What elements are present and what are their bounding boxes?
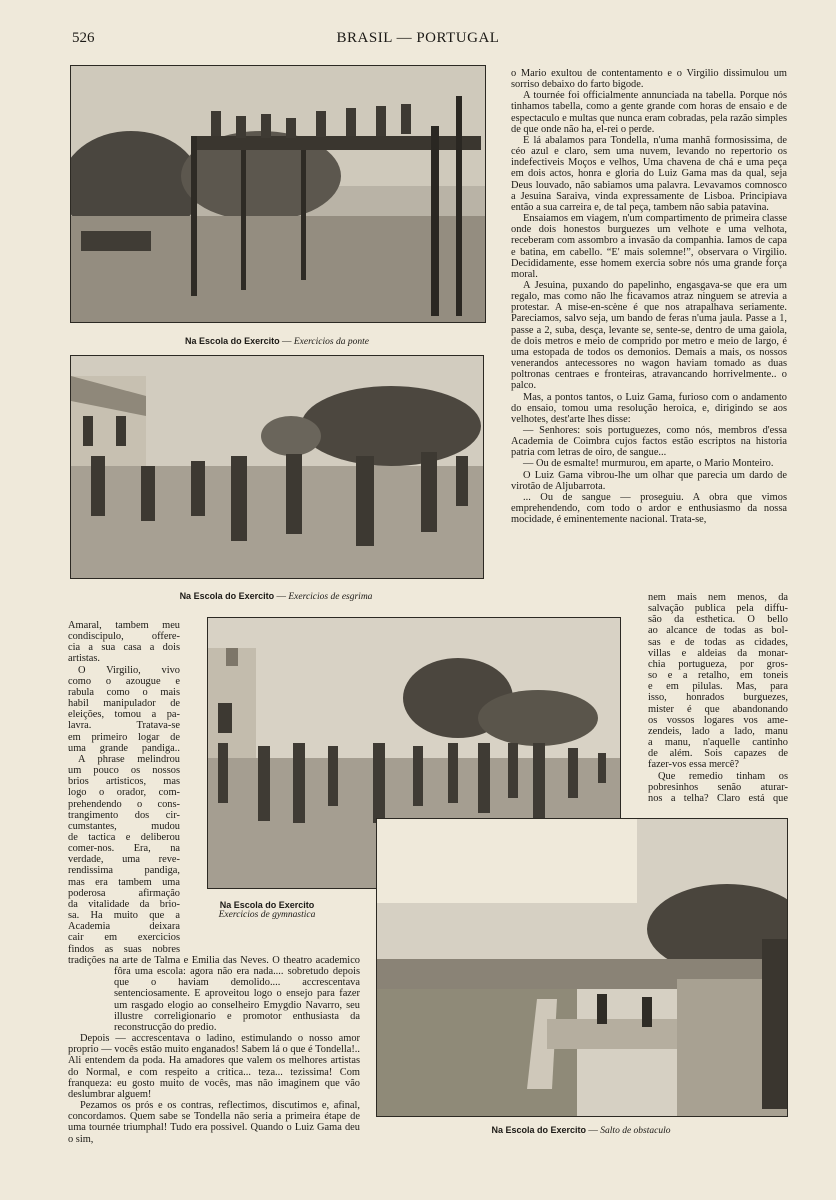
article-left-bottom	[68, 955, 360, 1145]
photo-obstacle-jump	[376, 818, 788, 1117]
paragraph: A tournée foi officialmente annunciada na tabella. Porque nós tinhamos tabella, como a gente grande com horas de ensaio e de espectaculo e multas que nunca eram cobradas, pela razão simples de que onde não ha, el-rei o perde.	[511, 90, 787, 135]
page-number: 526	[72, 30, 95, 46]
paragraph: — Senhores: sois portuguezes, como nós, membros d'essa Academia de Coimbra cujos factos estão escriptos na historia patria com letras de oiro, de sangue...	[511, 425, 787, 459]
photo-bridge-exercises	[70, 65, 486, 323]
paragraph: o Mario exultou de contentamento e o Virgilio dissimulou um sorriso debaixo do farto bigode.	[511, 68, 787, 91]
caption-fencing-exercises: Na Escola do Exercito — Exercicios de esgrima	[179, 591, 373, 602]
paragraph: A Jesuina, puxando do papelinho, engasgava-se que era um regalo, mas como não lhe ficavamos atraz ninguem se atrevia a protestar. A mise-en-scène é que nos atrapalhava seriamente. Pareciamos, salvo seja, um bando de feras n'uma jaula. Passe a 1, passe a 2, suba, desça, levante se, sente-se, dentro de uma gaiola, de dois metros e meio de comprido por metro e meio de largo, é uma estopada de todos os demonios. Demais a mais, os nossos venerandos antecessores no wagon haviam tomado as duas poltronas centraes e fronteiras, atravancando horrivelmente.. o palco.	[511, 279, 787, 392]
caption-obstacle-jump: Na Escola do Exercito — Salto de obstaculo	[491, 1125, 671, 1136]
article-right-column	[511, 68, 787, 525]
paragraph: tradições na arte de Talma e Emilia das Neves. O theatro academico fôra uma escola: agora não era nada.... sobretudo depois que o haviam demolido.... accrescentava sentenciosamente. E aproveitou logo o ensejo para fazer um rasgado elogio ao conselheiro Emygdio Navarro, seu illustre correligionario e promotor enthusiasta da reconstrucção do predio.	[68, 955, 360, 1033]
photo-fencing-exercises	[70, 355, 484, 579]
article-right-narrow: nem mais nem menos, da salvação publica pela diffu- são da esthetica. O bello ao alcance de todas as bol- sas e de todas as cidades, villas e aldeias da monar- chia portugueza, por gros- so e a retalho, em toneis e em pilulas. Mas, para isso, honrados burguezes, mister é que abandonando os vossos logares vos ame- zendeis, lado a lado, manu a manu, n'aquelle cantinho de além. Sois capazes de fazer-vos essa mercê? Que remedio tinham os pobresinhos senão aturar- nos a telha? Claro está que	[648, 592, 788, 804]
paragraph: O Luiz Gama vibrou-lhe um olhar que parecia um dardo de virotão de Aljubarrota.	[511, 469, 787, 492]
paragraph: Ensaiamos em viagem, n'um compartimento de primeira classe onde dois honestos burguezes um velhote e uma velhota, receberam com assombro a invasão da companhia. Iamos de capa e batina, em cabello. “E' mais solemne!”, observara o Virgilio. Decididamente, esse homem exercia sobre nós uma grande força moral.	[511, 213, 787, 280]
paragraph: Pezamos os prós e os contras, reflectimos, discutimos e, afinal, concordamos. Quem sabe se Tondella não seria a primeira étape de uma tournée triumphal! Tudo era possivel. Quando o Luiz Gama deu o sim,	[68, 1100, 360, 1145]
caption-bridge-exercises: Na Escola do Exercito — Exercicios da ponte	[185, 336, 369, 347]
caption-gymnastics-exercises: Na Escola do Exercito Exercicios de gymnastica	[218, 900, 316, 920]
paragraph: — Ou de esmalte! murmurou, em aparte, o Mario Monteiro.	[523, 458, 774, 470]
paragraph: Depois — accrescentava o ladino, estimulando o nosso amor proprio — vocês estão muito enganados! Sabem lá o que é Tondella!.. Ali entendem da poda. Ha amadores que valem os melhores artistas do Normal, e com respeito a critica... teza... tezissima! Com franqueza: eu gosto muito de vocês, mas não imaginem que vão deslumbrar alguem!	[68, 1033, 360, 1100]
paragraph: E lá abalamos para Tondella, n'uma manhã formosissima, de céo azul e claro, sem uma nuvem, levando no repertorio os indefectiveis Moços e velhos, Uma chavena de chá e uma peça em dois actos, honra e gloria do Luiz Gama mas da qual, seja Deus louvado, não sabiamos uma palavra. Levavamos comnosco a Jesuina Saraiva, vinda expressamente de Lisboa. Principiava então a sua carreira e, de tal peça, tambem não sabia patavina.	[511, 134, 787, 213]
paragraph: Mas, a pontos tantos, o Luiz Gama, furioso com o andamento do ensaio, tomou uma resolução heroica, e, dirigindo se aos velhotes, dest'arte lhes disse:	[511, 391, 787, 425]
article-left-narrow: Amaral, tambem meu condiscipulo, offere- cia a sua casa a dois artistas. O Virgilio, vivo como o azougue e rabula como o mais habil manipulador de eleições, tomou a pa- lavra. Tratava-se em primeiro logar de uma grande pandiga.. A phrase melindrou um pouco os nossos brios artisticos, mas logo o orador, com- prehendendo o cons- trangimento dos cir- cumstantes, mudou de tactica e deliberou comer-nos. Era, na verdade, uma reve- rendissima pandiga, mas era tambem uma poderosa afirmação da vitalidade da brio- sa. Ha muito que a Academia deixara cair em exercicios findos as suas nobres	[68, 620, 180, 955]
running-title: BRASIL — PORTUGAL	[336, 30, 500, 46]
paragraph: ... Ou de sangue — proseguiu. A obra que vimos emprehendendo, com todo o ardor e enthusiasmo da nossa mocidade, é eminentemente nacional. Trata-se,	[511, 491, 787, 526]
